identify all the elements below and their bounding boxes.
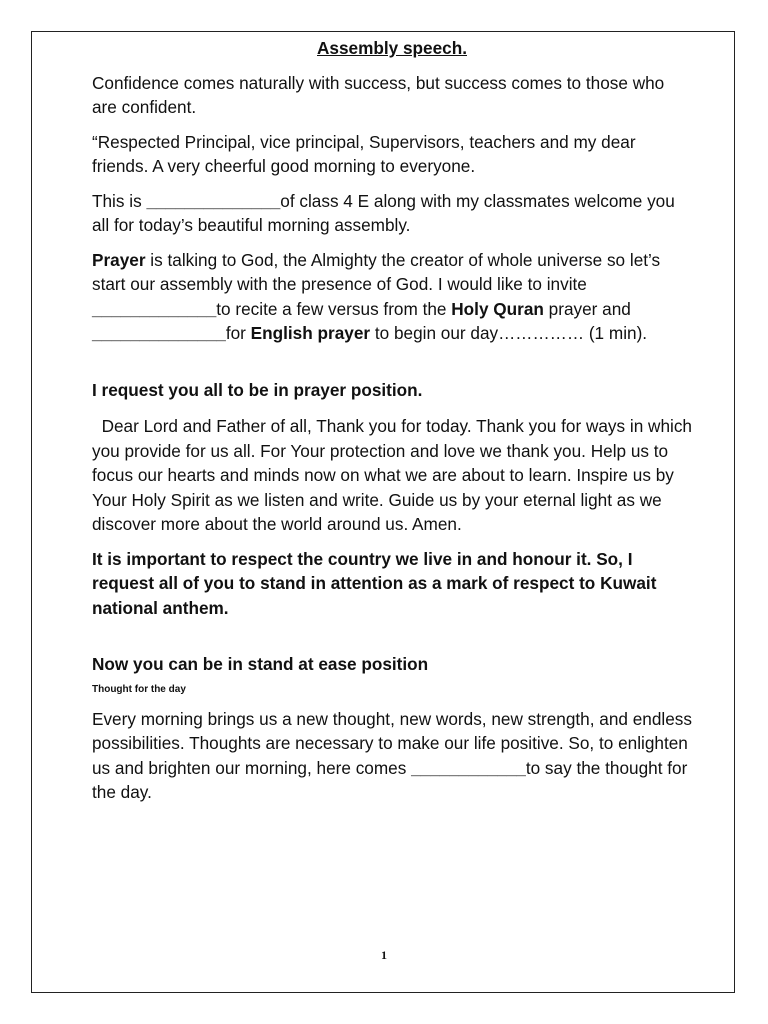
prayer-keyword: Prayer [92, 249, 146, 270]
anthem-request: It is important to respect the country we live in and honour it. So, I request all of you to stand in attention as a mark of respect to Kuwait national anthem. [92, 548, 657, 618]
stand-at-ease-heading: Now you can be in stand at ease position [92, 654, 429, 674]
prayer-position-heading: I request you all to be in prayer position. [92, 379, 423, 400]
prayer-text-5: to begin our day…………… (1 min). [370, 323, 648, 343]
thought-for-the-day-heading: Thought for the day [92, 683, 186, 695]
spacer [92, 630, 692, 652]
intro-lead: This is [92, 190, 147, 211]
prayer-text-1: is talking to God, the Almighty the creator of whole universe so let’s start our assembly with the presence of God. I would like to invite [92, 249, 661, 294]
english-prayer-blank: ______________ [92, 323, 226, 343]
quran-reciter-blank: _____________ [92, 298, 217, 319]
spacer [92, 356, 692, 378]
prayer-paragraph [92, 248, 692, 346]
document-body [92, 36, 697, 815]
prayer-text-3: prayer and [543, 298, 631, 319]
greeting-paragraph: “Respected Principal, vice principal, Supervisors, teachers and my dear friends. A very cheerful good morning to everyone. [92, 131, 636, 176]
prayer-text: Dear Lord and Father of all, Thank you for today. Thank you for ways in which you provide for us all. For Your protection and love we thank you. Help us to focus our hearts and minds now on what we are about to learn. Inspire us by Your Holy Spirit as we listen and write. Guide us by your eternal light as we discover more about the world around us. Amen. [92, 416, 697, 534]
intro-quote: Confidence comes naturally with success, but success comes to those who are confident. [92, 72, 665, 117]
page-number: 1 [381, 948, 387, 962]
thought-speaker-blank: ____________ [411, 757, 526, 778]
intro-rest: of class 4 E along with my classmates welcome you all for today’s beautiful morning assembly. [92, 190, 675, 235]
english-prayer-keyword: English prayer [250, 323, 371, 343]
prayer-text-2: to recite a few versus from the [216, 298, 452, 319]
holy-quran-keyword: Holy Quran [451, 298, 544, 319]
thought-text-2: to say the thought for the day. [92, 757, 688, 802]
thought-paragraph [92, 707, 692, 805]
name-blank: ______________ [146, 190, 281, 211]
introduction-paragraph [92, 189, 692, 238]
document-title: Assembly speech. [317, 38, 467, 58]
thought-text-1: Every morning brings us a new thought, new words, new strength, and endless possibilities. Thoughts are necessary to make our life positive. So, to enlighten us and brighten our morning, here comes [92, 708, 692, 778]
prayer-text-4: for [225, 323, 251, 343]
